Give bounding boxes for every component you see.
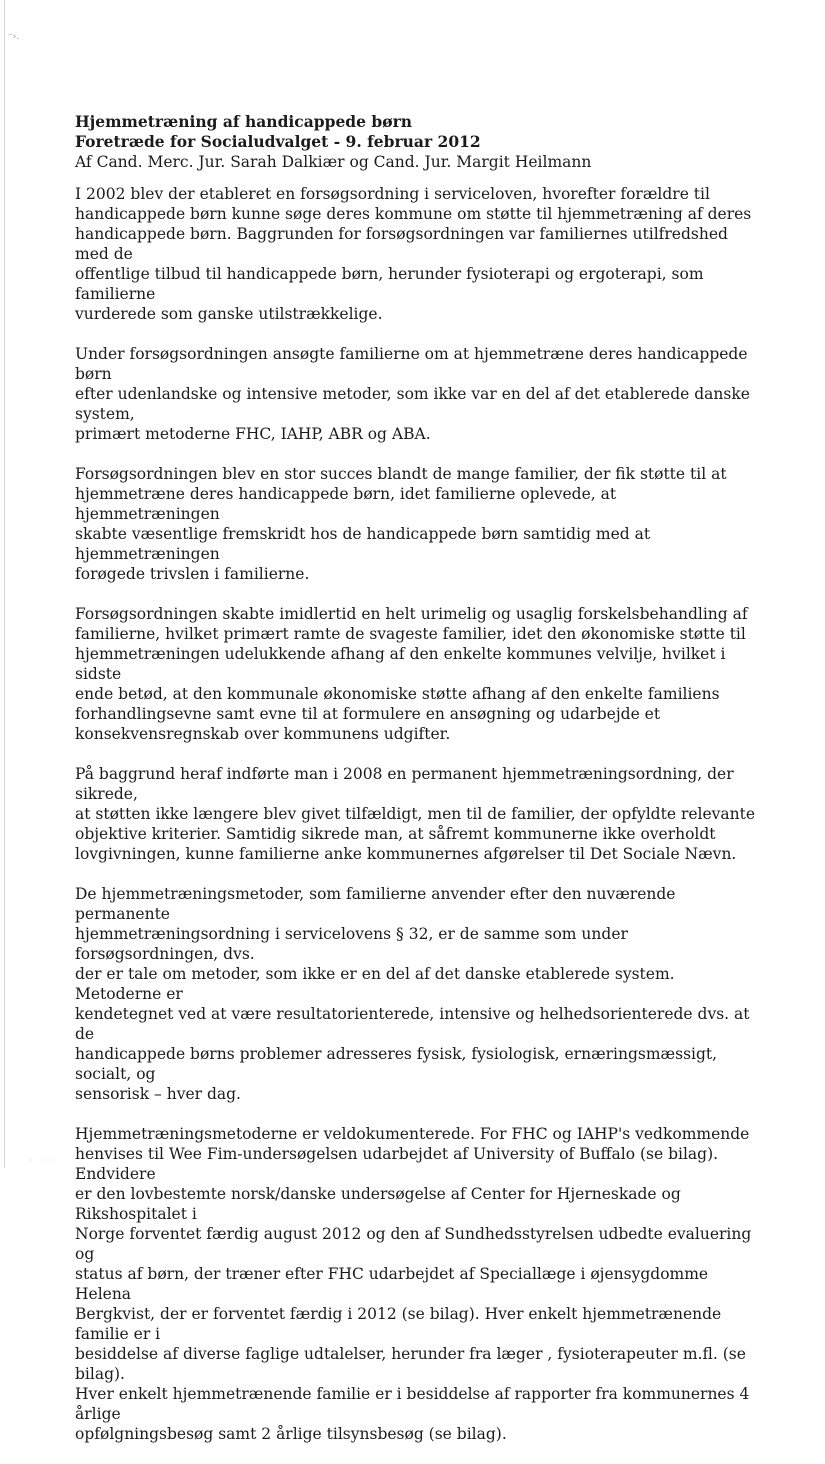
paragraphs: [75, 184, 765, 1444]
paragraph-line: handicappede børn kunne søge deres kommune om støtte til hjemmetræning af deres: [75, 205, 752, 223]
paragraph-line: objektive kriterier. Samtidig sikrede man, at såfremt kommunerne ikke overholdt: [75, 825, 716, 843]
paragraph-line: handicappede børns problemer adresseres fysisk, fysiologisk, ernæringsmæssigt, socialt, og: [75, 1045, 718, 1083]
paragraph: [75, 884, 765, 1104]
paragraph-line: kendetegnet ved at være resultatorienterede, intensive og helhedsorienterede dvs. at de: [75, 1005, 750, 1043]
document-authors: Af Cand. Merc. Jur. Sarah Dalkiær og Cand. Jur. Margit Heilmann: [75, 153, 592, 171]
paragraph: [75, 604, 765, 744]
paragraph: [75, 1124, 765, 1444]
paragraph-line: primært metoderne FHC, IAHP, ABR og ABA.: [75, 425, 431, 443]
paragraph-line: konsekvensregnskab over kommunens udgifter.: [75, 725, 451, 743]
paragraph-line: opfølgningsbesøg samt 2 årlige tilsynsbesøg (se bilag).: [75, 1425, 507, 1443]
paragraph: [75, 184, 765, 324]
paragraph-line: vurderede som ganske utilstrækkelige.: [75, 305, 383, 323]
paragraph-line: er den lovbestemte norsk/danske undersøgelse af Center for Hjerneskade og Rikshospitalet i: [75, 1185, 681, 1223]
scan-noise: · · ·: [30, 1156, 58, 1165]
paragraph-line: at støtten ikke længere blev givet tilfældigt, men til de familier, der opfyldte relevante: [75, 805, 756, 823]
paragraph-line: Hjemmetræningsmetoderne er veldokumenterede. For FHC og IAHP's vedkommende: [75, 1125, 750, 1143]
paragraph-line: Bergkvist, der er forventet færdig i 2012 (se bilag). Hver enkelt hjemmetrænende familie er i: [75, 1305, 722, 1343]
scan-page-edge: [4, 0, 5, 1168]
paragraph-line: besiddelse af diverse faglige udtalelser, herunder fra læger , fysioterapeuter m.fl. (se bilag).: [75, 1345, 746, 1383]
paragraph-line: hjemmetræningsordning i servicelovens § 32, er de samme som under forsøgsordningen, dvs.: [75, 925, 628, 963]
paragraph: [75, 344, 765, 444]
paragraph-line: forøgede trivslen i familierne.: [75, 565, 310, 583]
paragraph-line: efter udenlandske og intensive metoder, som ikke var en del af det etablerede danske system,: [75, 385, 750, 423]
paragraph-line: familierne, hvilket primært ramte de svageste familier, idet den økonomiske støtte til: [75, 625, 746, 643]
paragraph-line: I 2002 blev der etableret en forsøgsordning i serviceloven, hvorefter forældre til: [75, 185, 710, 203]
paragraph-line: Hver enkelt hjemmetrænende familie er i besiddelse af rapporter fra kommunernes 4 årlige: [75, 1385, 750, 1423]
paragraph-line: Norge forventet færdig august 2012 og den af Sundhedsstyrelsen udbedte evaluering og: [75, 1225, 752, 1263]
paragraph-line: forhandlingsevne samt evne til at formulere en ansøgning og udarbejde et: [75, 705, 661, 723]
paragraph-line: henvises til Wee Fim-undersøgelsen udarbejdet af University of Buffalo (se bilag). Endvidere: [75, 1145, 719, 1183]
paragraph-line: lovgivningen, kunne familierne anke kommunernes afgørelser til Det Sociale Nævn.: [75, 845, 737, 863]
paragraph-line: Forsøgsordningen skabte imidlertid en helt urimelig og usaglig forskelsbehandling af: [75, 605, 748, 623]
paragraph-line: status af børn, der træner efter FHC udarbejdet af Speciallæge i øjensygdomme Helena: [75, 1265, 709, 1303]
paragraph-line: ende betød, at den kommunale økonomiske støtte afhang af den enkelte familiens: [75, 685, 720, 703]
document-title: Hjemmetræning af handicappede børn: [75, 112, 413, 131]
paragraph-line: sensorisk – hver dag.: [75, 1085, 241, 1103]
paragraph-line: offentlige tilbud til handicappede børn, herunder fysioterapi og ergoterapi, som familierne: [75, 265, 704, 303]
paragraph-line: Forsøgsordningen blev en stor succes blandt de mange familier, der fik støtte til at: [75, 465, 727, 483]
paragraph-line: De hjemmetræningsmetoder, som familierne anvender efter den nuværende permanente: [75, 885, 676, 923]
document-body: [75, 112, 765, 1464]
paragraph-line: hjemmetræne deres handicappede børn, idet familierne oplevede, at hjemmetræningen: [75, 485, 617, 523]
paragraph: [75, 464, 765, 584]
scan-mark: ⁻›.: [8, 32, 20, 42]
paragraph-line: På baggrund heraf indførte man i 2008 en permanent hjemmetræningsordning, der sikrede,: [75, 765, 734, 803]
paragraph: [75, 764, 765, 864]
paragraph-line: der er tale om metoder, som ikke er en del af det danske etablerede system. Metoderne er: [75, 965, 675, 1003]
paragraph-line: Under forsøgsordningen ansøgte familierne om at hjemmetræne deres handicappede børn: [75, 345, 748, 383]
paragraph-line: handicappede børn. Baggrunden for forsøgsordningen var familiernes utilfredshed med de: [75, 225, 728, 263]
document-subtitle: Foretræde for Socialudvalget - 9. februar 2012: [75, 132, 481, 151]
paragraph-line: skabte væsentlige fremskridt hos de handicappede børn samtidig med at hjemmetræningen: [75, 525, 651, 563]
paragraph-line: hjemmetræningen udelukkende afhang af den enkelte kommunes velvilje, hvilket i sidste: [75, 645, 726, 683]
